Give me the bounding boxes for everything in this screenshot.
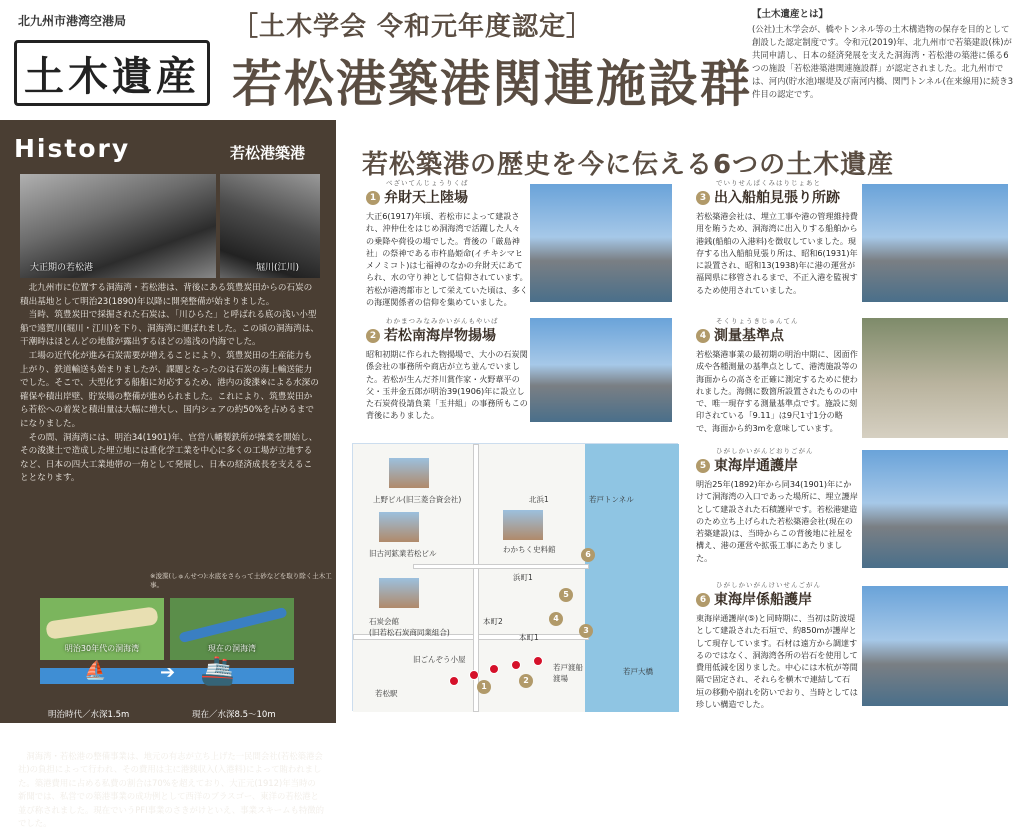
map-label: 北浜1 [529,495,549,504]
photo-caption: 堀川(江川) [256,263,300,273]
map-label: 若戸大橋 [623,667,653,676]
about-text: (公社)土木学会が、橋やトンネル等の土木構造物の保存を目的として創設した認定制度です。令和元(2019)年、北九州市で若築建設(株)が共同申請し、日本の経済発展を支えた洞海湾・若松港の築港に係る6つの施設「若松港築港関連施設群」が認定されました。北九州市では、河内(貯水池)堰堤及び南河内橋、関門トンネル(在来線用)に続き3件目の認定です。 [752,24,1014,99]
item-name: 東海岸係船護岸 [714,592,812,608]
item-furigana: そくりょうきじゅんてん [716,317,799,325]
page-title: 若松港築港関連施設群 [232,54,752,113]
map-pin [469,670,479,680]
footnote: ※浚渫(しゅんせつ):水底をさらって土砂などを取り除く土木工事。 [150,572,332,589]
certification-label: ［土木学会 令和元年度認定］ [232,12,594,42]
header [0,0,1024,118]
heritage-item-6 [696,580,858,710]
location-label: 若松港築港 [230,144,306,162]
current-bay-map [170,598,294,660]
map-pin [533,656,543,666]
map-label: 旧古河鉱業若松ビル [369,549,437,558]
about-box [752,8,1014,110]
item-number: 4 [696,329,710,343]
east-seawall-photo [862,450,1008,568]
map-pin [489,664,499,674]
map-pin [511,660,521,670]
map-label: 現在の洞海湾 [208,644,256,653]
item-name: 測量基準点 [714,328,784,344]
heritage-item-2 [366,316,528,422]
map-label: わかちく史料館 [503,545,556,554]
item-name: 弁財天上陸場 [384,190,468,206]
map-pin [449,676,459,686]
map-label: 旧ごんぞう小屋 [413,655,466,664]
item-number: 2 [366,329,380,343]
dobokuisan-logo: 土木遺産 [14,40,210,106]
ueno-building-thumb [389,458,429,488]
furukawa-building-thumb [379,512,419,542]
history-paragraph: 北九州市に位置する洞海湾・若松港は、背後にある筑豊炭田からの石炭の積出基地として明治23(1890)年以降に開発整備が始まりました。 [20,283,313,307]
heritage-title: 若松築港の歴史を今に伝える6つの土木遺産 [362,150,895,180]
item-description: 昭和初期に作られた物揚場で、大小の石炭関係会社の事務所や商店が立ち並んでいました。若松が生んだ芥川賞作家・火野葦平の父・玉井金五郎が明治39(1906)年に設立した石炭荷役請負業「玉井組」の事務所もこの背後にありました。 [366,349,528,421]
arrow-right-icon: ➔ [160,662,176,683]
mooring-seawall-photo [862,586,1008,706]
item-furigana: でいりせんぱくみはりじょあと [716,179,821,187]
history-museum-thumb [503,510,543,540]
map-number: 4 [549,612,563,626]
item-furigana: ひがしかいがんどおりごがん [716,447,814,455]
history-text [20,282,320,486]
item-description: 東海岸通護岸(⑤)と同時期に、当初は防波堤として建設された石垣で、約850mが護岸として現存しています。石材は遠方から調達するのではなく、洞海湾各所の岩石を使用して費用低減を図りました。中心には木杭が等間隔で固定され、それらを横木で連結して石垣の移動や崩れを防いでおり、当時としては珍しい構造でした。 [696,613,858,710]
history-paragraph: 工場の近代化が進み石炭需要が増えることにより、筑豊炭田の生産能力も上がり、鉄道輸送も始まりましたが、課題となったのは石炭の海上輸送能力でした。そこで、大型化する船舶に対応するため、港内の浚渫※による水深の確保や積出岸壁、貯炭場の整備が進められました。これにより、筑豊炭田から若松への着炭と積出量は大幅に増大し、国内シェアの約50%を占めるまでになりました。 [20,350,319,429]
map-label: 本町1 [519,633,539,642]
pioneer-heading: 先駆的な事業スキーム [18,736,149,751]
item-number: 1 [366,191,380,205]
pioneer-text: 洞海湾・若松港の整備事業は、地元の有志が立ち上げた一民間会社(若松築港会社)の負担によって行われ、その費用は主に港銭収入(入港料)によって賄われました。築港費用に占める私費の割合は70%を超えており、大正元(1912)年当時の新聞では、私営での築港事業の成功例として西洋のブラスゴー、東洋の若松港と並び称されました。現在でいうPFI事業のさきがけといえ、事業スキームも特徴的でした。 [18,751,324,829]
map-number: 3 [579,624,593,638]
map-label: 上野ビル(旧三菱合資会社) [373,495,462,504]
item-name: 出入船舶見張り所跡 [714,190,840,206]
item-description: 明治25年(1892)年から同34(1901)年にかけて洞海湾の入口であった場所に、埋立護岸として建設された石積護岸です。若松港建造のため立ち上げられた若松築港会社(現在の若築建設)は、当時からこの背後地に社屋を構え、港の運営や拡張工事にあたりました。 [696,479,858,563]
map-label: 若戸渡船 渡場 [553,663,583,683]
heritage-item-1 [366,178,528,308]
history-heading: History [14,134,131,163]
minamikaigan-photo [530,318,672,422]
item-description: 若松築港会社は、埋立工事や港の管理維持費用を賄うため、洞海湾に出入りする船舶から港銭(船舶の入港料)を徴収していました。現存する出入船舶見張り所は、昭和6(1931)年に設置され、昭和13(1938)年に港の運営が福岡県に移管されるまで、不正入港を監視するため使用されていました。 [696,211,858,295]
item-number: 3 [696,191,710,205]
benchmark-photo [862,318,1008,438]
small-ship-icon: ⛵ [84,660,107,681]
area-map [352,443,678,711]
map-number: 1 [477,680,491,694]
map-number: 2 [519,674,533,688]
meiji-bay-map [40,598,164,660]
about-title: 【土木遺産とは】 [752,9,829,20]
map-label: 石炭会館 (旧若松石炭商同業組合) [369,617,450,637]
item-furigana: べざいてんじょうりくば [386,179,469,187]
heritage-item-5 [696,446,858,564]
bezaiten-photo [530,184,672,302]
taisho-port-photo [20,174,216,278]
watchtower-photo [862,184,1008,302]
current-depth: 現在／水深8.5～10m [192,710,276,720]
history-paragraph: その間、洞海湾には、明治34(1901)年、官営八幡製鉄所が操業を開始し、その浚渫土で造成した埋立地には重化学工業を中心に多くの工場が立地するなど、日本の四大工業地帯の一角として発展し、日本の経済成長を支えることとなります。 [20,432,318,484]
photo-caption: 大正期の若松港 [30,263,94,273]
heritage-item-3 [696,178,858,296]
map-label: 若松駅 [375,689,398,698]
history-panel [0,120,336,829]
map-label: 若戸トンネル [589,495,634,504]
map-label: 浜町1 [513,573,533,582]
map-label: 本町2 [483,617,503,626]
item-description: 大正6(1917)年頃、若松市によって建設され、沖仲仕をはじめ洞海湾で活躍した人々の乗降や荷役の場でした。背後の「厳島神社」の祭神である市杵島姫命(イチキシマヒメノミコト)は七福神のなかの弁財天にあてられ、水の守り神として信仰されています。若松が港湾都市として栄えていた頃は、多くの海運関係者の信仰を集めていました。 [366,211,528,308]
item-furigana: ひがしかいがんけいせんごがん [716,581,821,589]
map-number: 6 [581,548,595,562]
map-label: 明治30年代の洞海湾 [64,644,140,653]
item-name: 若松南海岸物揚場 [384,328,496,344]
large-ship-icon: 🚢 [200,654,235,687]
horikawa-photo [220,174,320,278]
item-description: 若松築港事業の最初期の明治中期に、図面作成や各種測量の基準点として、港湾施設等の海面からの高さを正確に測定するために使われました。海側に数箇所設置されたものの中で、唯一現存する測量基準点です。施設に刻印されている「9.11」は9尺1寸1分の略で、海面から約3mを意味しています。 [696,349,858,433]
map-number: 5 [559,588,573,602]
agency-name: 北九州市港湾空港局 [18,14,127,28]
item-number: 6 [696,593,710,607]
item-furigana: わかまつみなみかいがんもやいば [386,317,499,325]
history-paragraph: 当時、筑豊炭田で採掘された石炭は、「川ひらた」と呼ばれる底の浅い小型船で遠賀川(堀川・江川)を下り、洞海湾に運ばれました。この頃の洞海湾は、干潮時はほとんどの地盤が露出するほどの遠浅の内海でした。 [20,310,319,348]
meiji-depth: 明治時代／水深1.5m [48,710,130,720]
item-name: 東海岸通護岸 [714,458,798,474]
item-number: 5 [696,459,710,473]
sekitan-hall-thumb [379,578,419,608]
heritage-item-4 [696,316,858,434]
